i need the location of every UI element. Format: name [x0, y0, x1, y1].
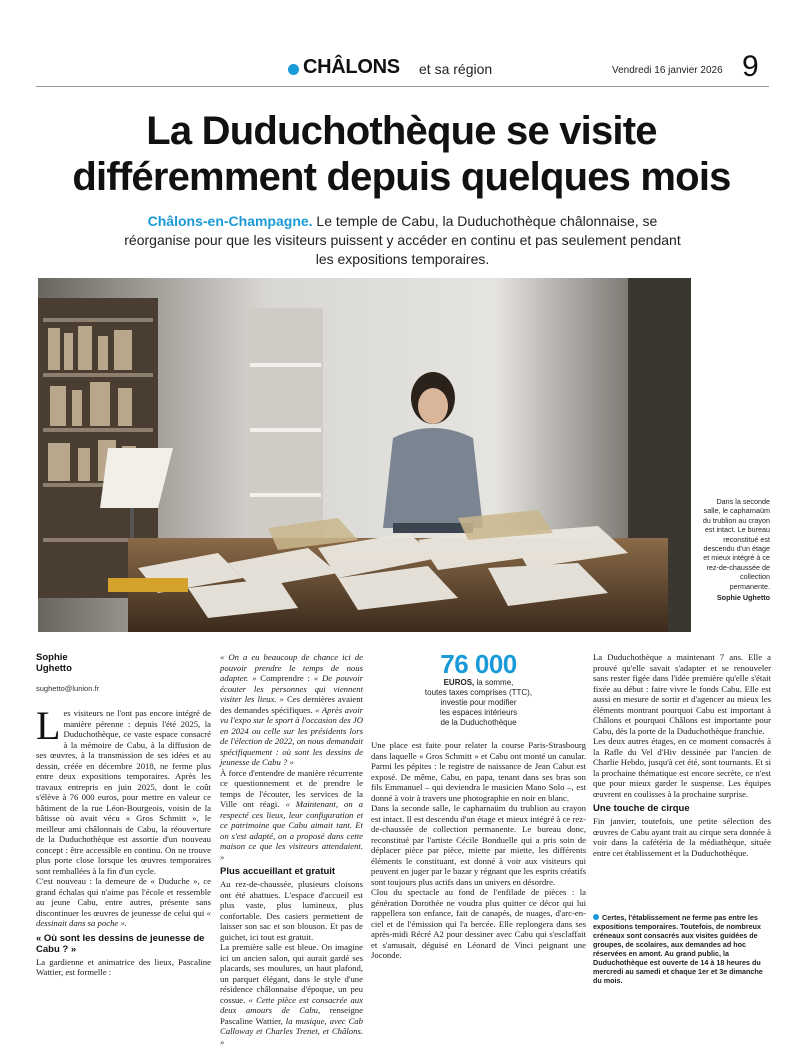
page-number: 9 [742, 50, 759, 83]
header-rule [36, 86, 769, 87]
author-last: Ughetto [36, 663, 72, 674]
photo-caption [700, 497, 770, 602]
paragraph: La gardienne et animatrice des lieux, Pascaline Wattier, est formelle : [36, 956, 211, 977]
subheading: Une touche de cirque [593, 803, 690, 814]
section-subtitle: et sa région [419, 61, 493, 77]
info-note [593, 913, 771, 985]
lead-paragraph [120, 212, 685, 269]
stat-box [371, 650, 586, 728]
subheading: « Où sont les dessins de jeunesse de Cabu ? » [36, 932, 205, 955]
paragraph: Au rez-de-chaussée, plusieurs cloisons ont été abattues. L'espace d'accueil est plus vaste, plus lumineux, plus confortable. Des casiers permettent de laisser son sac et son blouson. Et pas de guichet, ici tout est gratuit. [220, 879, 363, 942]
drop-cap: L [36, 703, 61, 748]
section-dot-icon [288, 64, 299, 75]
bullet-icon [593, 914, 599, 920]
article-photo [38, 278, 691, 632]
article-column-2 [220, 652, 363, 1047]
author-email[interactable]: sughetto@lunion.fr [36, 684, 100, 693]
paragraph: Fin janvier, toutefois, une petite sélection des œuvres de Cabu ayant trait au cirque sera donnée à voir dans la cafétéria de la médiathèque, située entre cet établissement et la Duduchothèque. [593, 816, 771, 858]
note-text: Certes, l'établissement ne ferme pas entre les expositions temporaires. Toutefois, de nombreux créneaux sont consacrés aux visites guidées de groupes, de scolaires, aux demandes ad hoc réservées en amont. Au grand public, la Duduchothèque est ouverte de 14 à 18 heures du mercredi au samedi et chaque 1er et 3e dimanche du mois. [593, 913, 763, 985]
caption-text: Dans la seconde salle, le capharnaüm du trublion au crayon est intact. Le bureau reconstitué est descendu d'un étage et mieux intégré à ce rez-de-chaussée de collection permanente. [702, 497, 770, 591]
paragraph: « On a eu beaucoup de chance ici de pouvoir prendre le temps de nous adapter. » Comprendre : « De pouvoir écouter les personnes qui viennent visiter les lieux. » Ces dernières avaient des demandes spécifiques. « Après avoir vu l'expo sur le sport à l'occasion des JO en 2024 ou celle sur les présidents lors de l'élection de 2022, on nous demandait spécifiquement : où sont les dessins de jeunesse de Cabu ? » [220, 652, 364, 767]
paragraph: La première salle est bleue. On imagine ici un ancien salon, qui aurait gardé ses placards, ses moulures, un haut plafond, un parquet élégant, dans le style d'une résidence châlonnaise d'époque, un peu cossue. « Cette pièce est consacrée aux deux amours de Cabu, renseigne Pascaline Wattier, la musique, avec Cab Calloway et Charles Trenet, et Châlons. » [220, 942, 363, 1047]
paragraph: C'est nouveau : la demeure de « Duduche », ce grand échalas qui n'aime pas l'école et ressemble au jeune Cabu, entre autres, présente sans discontinuer les œuvres de jeunesse de celui qui « dessinait dans sa poche ». [36, 876, 211, 928]
photo-illustration [38, 278, 691, 632]
byline [36, 652, 72, 674]
lead-place: Châlons-en-Champagne. [147, 213, 313, 229]
issue-date: Vendredi 16 janvier 2026 [612, 65, 723, 76]
section-title: CHÂLONS [303, 56, 400, 78]
headline-line-1: La Duduchothèque se visite [146, 109, 657, 153]
photo-credit: Sophie Ughetto [716, 593, 770, 603]
subheading: Plus accueillant et gratuit [220, 866, 336, 877]
paragraph: Une place est faite pour relater la course Paris-Strasbourg dans laquelle « Gros Schmitt » et Cabu ont monté un canular. Parmi les pépites : le registre de naissance de Jean Cabut est exposé. De même, Cabu, en papa, tenant dans ses bras son fils Emmanuel – qui deviendra le musicien Mano Solo –, est donné à voir à travers une photographie en noir en blanc. [371, 740, 586, 803]
paragraph: Les deux autres étages, en ce moment consacrés à la Rafle du Vel d'Hiv dessinée par l'ancien de Charlie Hebdo, jusqu'à cet été, sont tournants. Et si la prochaine thématique est encore secrète, ce n'est que pour mieux garder le suspense. Les équipes œuvrent en coulisses à la prochaine surprise. [593, 736, 771, 799]
page-header [0, 48, 803, 90]
paragraph: Les visiteurs ne l'ont pas encore intégré de manière pérenne : depuis l'été 2025, la Duduchothèque, ce vaste espace consacré à la mémoire de Cabu, à la diffusion de ses œuvres, à la transmission de ses idées et au dessin, créée en décembre 2018, ne ferme plus entre deux expositions temporaires. Après les travaux entrepris en juin 2025, dont le coût s'élève à 76 000 euros, pour mettre en valeur ce bâtiment de la rue Léon-Bourgeois, voisin de la bâtisse où avait vécu « Gros Schmitt », le meilleur ami châlonnais de Cabu, la réouverture de la Duduchothèque est assortie d'un nouveau concept : être accessible en continu. On ne trouve plus porte close lorsque les œuvres temporaires sont remballées à la fin d'un cycle. [36, 703, 211, 876]
stat-number: 76 000 [440, 649, 517, 679]
headline [30, 108, 773, 200]
author-first: Sophie [36, 652, 68, 663]
lead-text: Le temple de Cabu, la Duduchothèque châlonnaise, se réorganise pour que les visiteurs puissent y accéder en continu et pas seulement pendant les expositions temporaires. [124, 213, 681, 267]
headline-line-2: différemment depuis quelques mois [72, 155, 731, 199]
stat-description: EUROS, la somme, toutes taxes comprises (TTC), investie pour modifier les espaces intérieurs de la Duduchothèque [424, 678, 533, 727]
paragraph: Dans la seconde salle, le capharnaüm du trublion au crayon est intact. Il est descendu d'un étage et mieux intégré à ce rez-de-chaussée de collection permanente. Le bureau donc, reconstitué par l'artiste Cécile Bonduelle qui a pris soin de déplacer pièce par pièce, miette par miette, les différents éléments le constituant, est donné à voir aux visiteurs qui peuvent en juger par le bazar y régnant que les esprits créatifs sont toujours plus actifs dans un univers en désordre. [371, 803, 586, 887]
paragraph: Clou du spectacle au fond de l'enfilade de pièces : la génération Dorothée ne voudra plus quitter ce décor qui lui rappellera son enfance, fait de canapés, de nuages, d'arc-en-ciel et de l'émission qui l'a bercée. Elle replongera dans ses après-midi Récré A2 pour dessiner avec Cabu qui s'esclaffait et s'amusait, déguisé en Léonard de Vinci peignant une Joconde. [371, 887, 586, 960]
paragraph: À force d'entendre de manière récurrente ce questionnement et de prendre le temps de l'écouter, les services de la Ville ont réagi. « Maintenant, on a respecté ces lieux, leur configuration et ce patrimoine que Cabu aimait tant. Et on s'est adapté, on a proposé dans cette maison ce que les visiteurs attendaient. » [220, 767, 363, 862]
article-column-3 [371, 740, 586, 961]
article-column-4 [593, 652, 771, 858]
paragraph: La Duduchothèque a maintenant 7 ans. Elle a prouvé qu'elle savait s'adapter et se renouveler sans rester figée dans l'idée première qu'elle s'était fixée au début : faire vivre le fonds Cabu. Elle est aussi en mesure de sortir et d'agencer au mieux les éléments montrant pourquoi Cabu est important à Châlons et pourquoi Châlons est importante pour Cabu, dès la porte de la Duduchothèque franchie. [593, 652, 771, 736]
article-column-1 [36, 703, 211, 978]
